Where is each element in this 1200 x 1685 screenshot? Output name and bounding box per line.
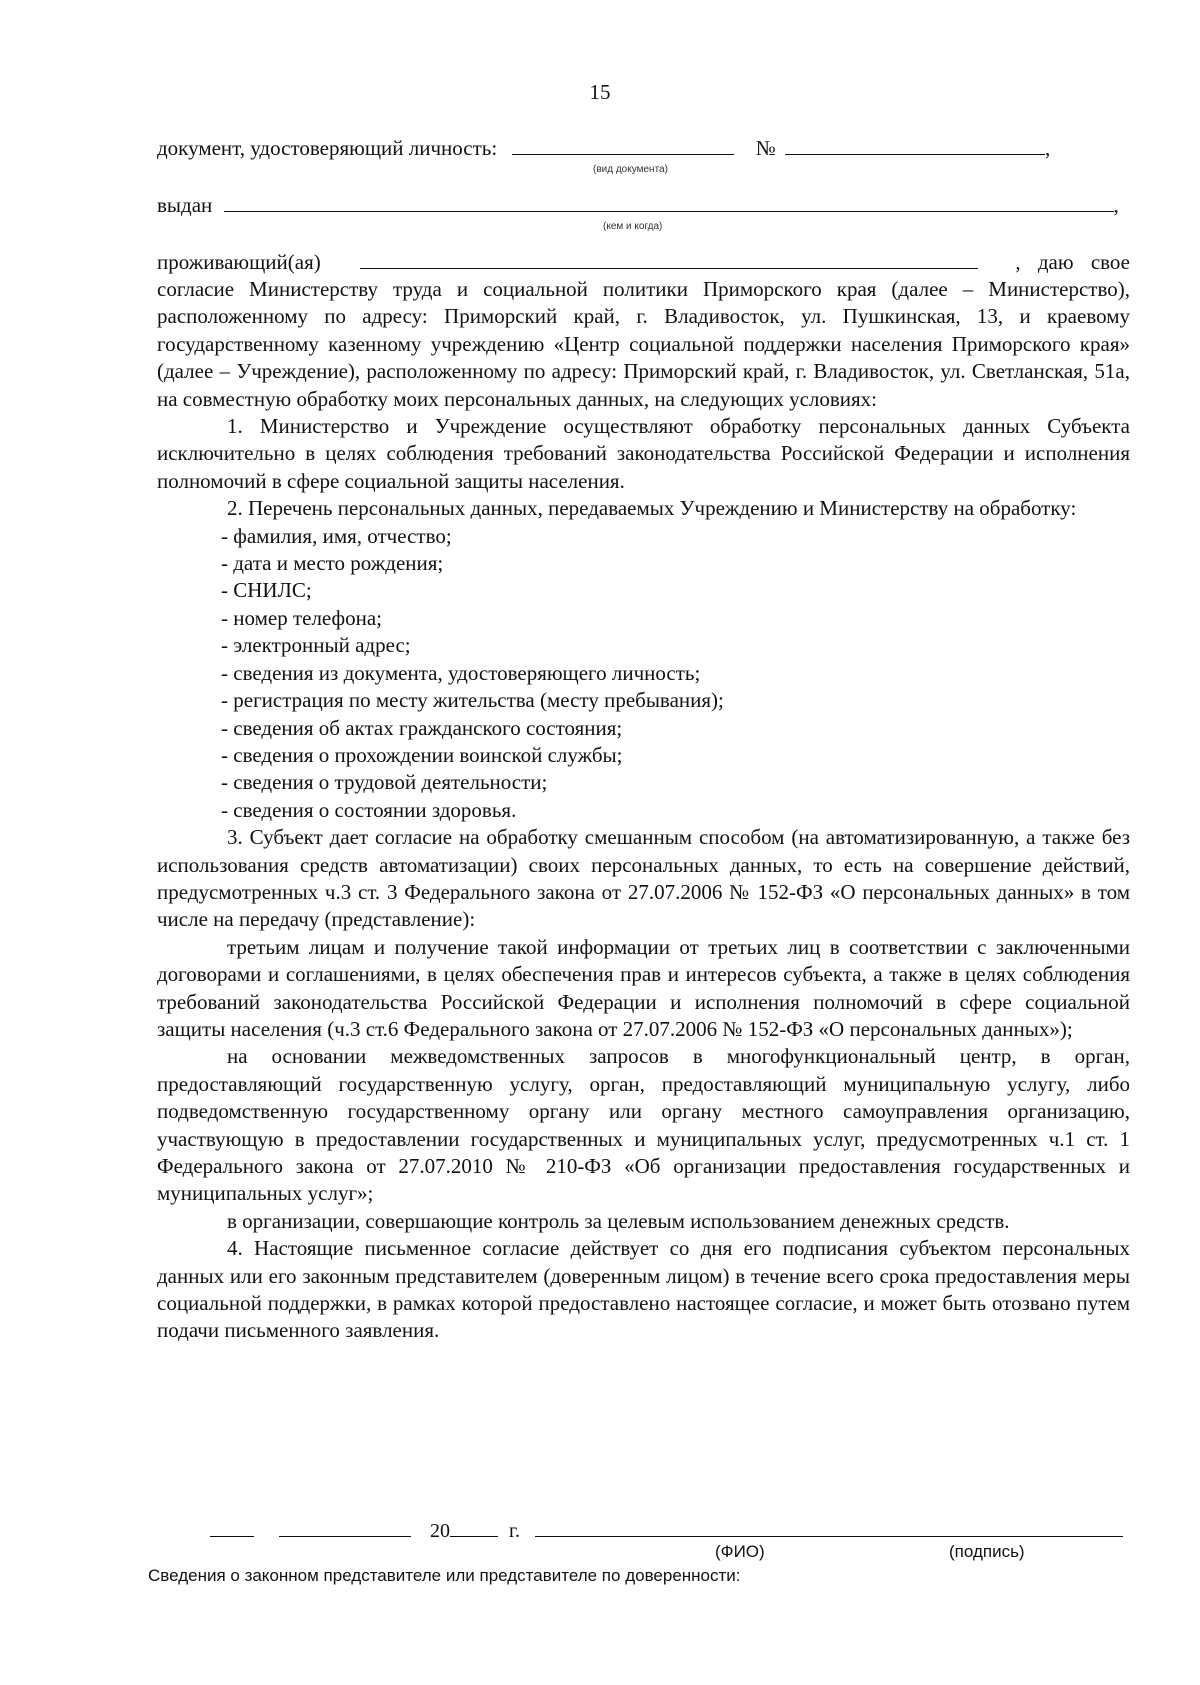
signature-caption: (подпись) — [949, 1542, 1025, 1561]
list-item: - регистрация по месту жительства (месту пребывания); — [221, 688, 724, 713]
page-number: 15 — [589, 80, 611, 104]
document-type-field[interactable] — [512, 136, 734, 155]
list-item: - сведения о трудовой деятельности; — [221, 770, 548, 795]
year-field[interactable] — [450, 1518, 498, 1537]
document-type-caption: (вид документа) — [593, 164, 668, 175]
fio-signature-field[interactable] — [535, 1518, 1123, 1537]
clause-4: 4. Настоящие письменное согласие действует со дня его подписания субъектом персональных данных или его законным представителем (доверенным лицом) в течение всего срока предоставления меры социальной поддержки, в рамках которой предоставлено настоящее согласие, и может быть отозвано путем подачи письменного заявления. — [157, 1236, 1130, 1343]
representative-label: Сведения о законном представителе или представителе по доверенности: — [148, 1566, 741, 1585]
year-suffix: г. — [509, 1520, 520, 1542]
list-item: - сведения об актах гражданского состояния; — [221, 715, 623, 740]
identity-document-label: документ, удостоверяющий личность: — [157, 136, 498, 160]
list-item: - сведения из документа, удостоверяющего личность; — [221, 660, 701, 685]
list-item: - СНИЛС; — [221, 578, 312, 603]
issued-by-field[interactable] — [224, 193, 1114, 212]
signature-line — [210, 1518, 1123, 1543]
issued-caption: (кем и когда) — [603, 221, 663, 232]
list-item: - электронный адрес; — [221, 633, 411, 658]
residing-line — [157, 250, 1130, 275]
list-item: - сведения о состоянии здоровья. — [221, 797, 517, 822]
clause-3: 3. Субъект дает согласие на обработку смешанным способом (на автоматизированную, а также без использования средств автоматизации) своих персональных данных, то есть на совершение действий, предусмотренных ч.3 ст. 3 Федерального закона от 27.07.2006 № 152-ФЗ «О персональных данных» в том числе на передачу (представление): — [157, 825, 1130, 932]
month-field[interactable] — [279, 1518, 411, 1537]
clause-1: 1. Министерство и Учреждение осуществляют обработку персональных данных Субъекта исключительно в целях соблюдения требований законодательства Российской Федерации и исполнения полномочий в сфере социальной защиты населения. — [157, 414, 1130, 493]
list-item: - сведения о прохождении воинской службы; — [221, 742, 623, 767]
residing-label: проживающий(ая) — [157, 250, 321, 274]
fio-caption: (ФИО) — [715, 1542, 765, 1561]
identity-document-line: документ, удостоверяющий личность: № , — [157, 136, 1051, 160]
list-item: - фамилия, имя, отчество; — [221, 523, 452, 548]
consent-phrase: , даю свое — [1015, 250, 1130, 274]
day-field[interactable] — [210, 1518, 254, 1537]
issued-line: выдан , — [157, 193, 1119, 217]
number-sign: № — [755, 136, 776, 160]
residence-address-field[interactable] — [360, 250, 978, 269]
clause-3-third-parties: третьим лицам и получение такой информации от третьих лиц в соответствии с заключенными договорами и соглашениями, в целях обеспечения прав и интересов субъекта, а также в целях соблюдения требований законодательства Российской Федерации и исполнения полномочий в сфере социальной защиты населения (ч.3 ст.6 Федерального закона от 27.07.2006 № 152-ФЗ «О персональных данных»); — [157, 934, 1130, 1041]
year-prefix: 20 — [430, 1520, 450, 1542]
clause-2: 2. Перечень персональных данных, передаваемых Учреждению и Министерству на обработку: — [227, 496, 1077, 521]
issued-label: выдан — [157, 193, 213, 217]
consent-body — [157, 276, 1130, 1345]
list-item: - дата и место рождения; — [221, 551, 444, 576]
document-number-field[interactable] — [785, 136, 1045, 155]
list-item: - номер телефона; — [221, 605, 382, 630]
intro-paragraph: согласие Министерству труда и социальной политики Приморского края (далее – Министерство), расположенному по адресу: Приморский край, г. Владивосток, ул. Пушкинская, 13, и краевому государственному казенному учреждению «Центр социальной поддержки населения Приморского края» (далее – Учреждение), расположенному по адресу: Приморский край, г. Владивосток, ул. Светланская, 51а, на совместную обработку моих персональных данных, на следующих условиях: — [157, 277, 1130, 411]
clause-3-control: в организации, совершающие контроль за целевым использованием денежных средств. — [227, 1208, 1010, 1233]
clause-3-interagency: на основании межведомственных запросов в многофункциональный центр, в орган, предоставляющий государственную услугу, орган, предоставляющий муниципальную услугу, либо подведомственную государственному органу или органу местного самоуправления организацию, участвующую в предоставлении государственных и муниципальных услуг, предусмотренных ч.1 ст. 1 Федерального закона от 27.07.2010 № 210-ФЗ «Об организации предоставления государственных и муниципальных услуг»; — [157, 1044, 1130, 1206]
